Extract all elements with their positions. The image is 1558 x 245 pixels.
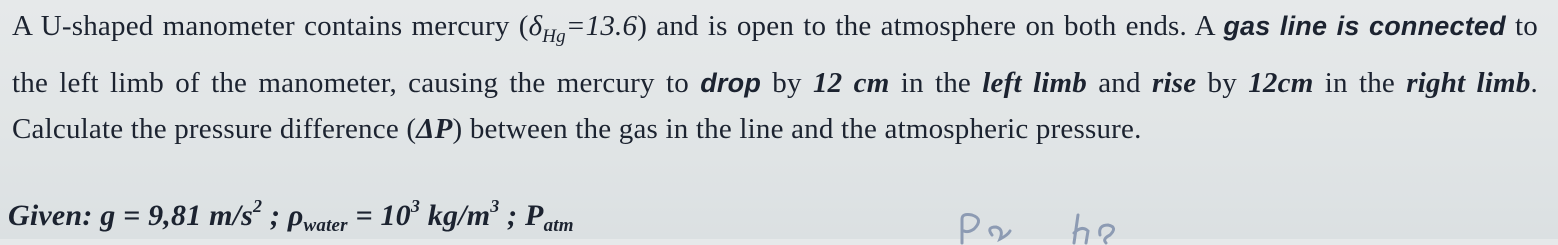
text-segment: to the left limb of the manometer, causing the mercury to	[12, 10, 1538, 99]
density-value: =13.6	[565, 10, 638, 42]
rho-value: = 10	[347, 199, 411, 232]
handwritten-scribble	[950, 205, 1150, 245]
drop-emphasis: drop	[700, 68, 762, 98]
rho-unit: kg/m	[420, 199, 491, 232]
left-limb-emphasis: left limb	[982, 67, 1087, 99]
rise-emphasis: rise	[1151, 67, 1197, 99]
patm-subscript: atm	[543, 215, 574, 236]
patm-symbol: ; P	[499, 199, 544, 232]
rise-amount: 12cm	[1248, 67, 1314, 99]
text-segment: and	[1086, 67, 1152, 99]
text-segment: ) between the gas in the line and the atmospheric pressure.	[452, 113, 1142, 145]
delta-symbol: δ	[528, 10, 543, 42]
unit-exponent: 3	[490, 196, 500, 216]
text-segment: in the	[1313, 67, 1407, 99]
text-segment: by	[1196, 67, 1249, 99]
drop-amount: 12 cm	[812, 67, 890, 99]
rho-subscript: water	[303, 215, 348, 236]
text-segment: A U-shaped manometer contains mercury (	[12, 10, 529, 42]
given-values	[8, 196, 574, 237]
gas-line-emphasis: gas line is connected	[1223, 11, 1506, 41]
text-segment: ) and is open to the atmosphere on both ends. A	[637, 10, 1224, 42]
given-label: Given: g = 9,81 m/s	[8, 199, 254, 232]
problem-statement	[12, 3, 1538, 152]
delta-p-symbol: ΔP	[416, 113, 453, 145]
rho-symbol: ; ρ	[262, 199, 304, 232]
text-segment: in the	[889, 67, 983, 99]
text-segment: by	[761, 67, 813, 99]
g-exponent: 2	[253, 196, 263, 216]
right-limb-emphasis: right limb	[1406, 67, 1531, 99]
text-segment: . Calculate the pressure difference (	[12, 67, 1538, 145]
rho-exponent: 3	[410, 196, 421, 216]
delta-subscript: Hg	[542, 26, 566, 47]
